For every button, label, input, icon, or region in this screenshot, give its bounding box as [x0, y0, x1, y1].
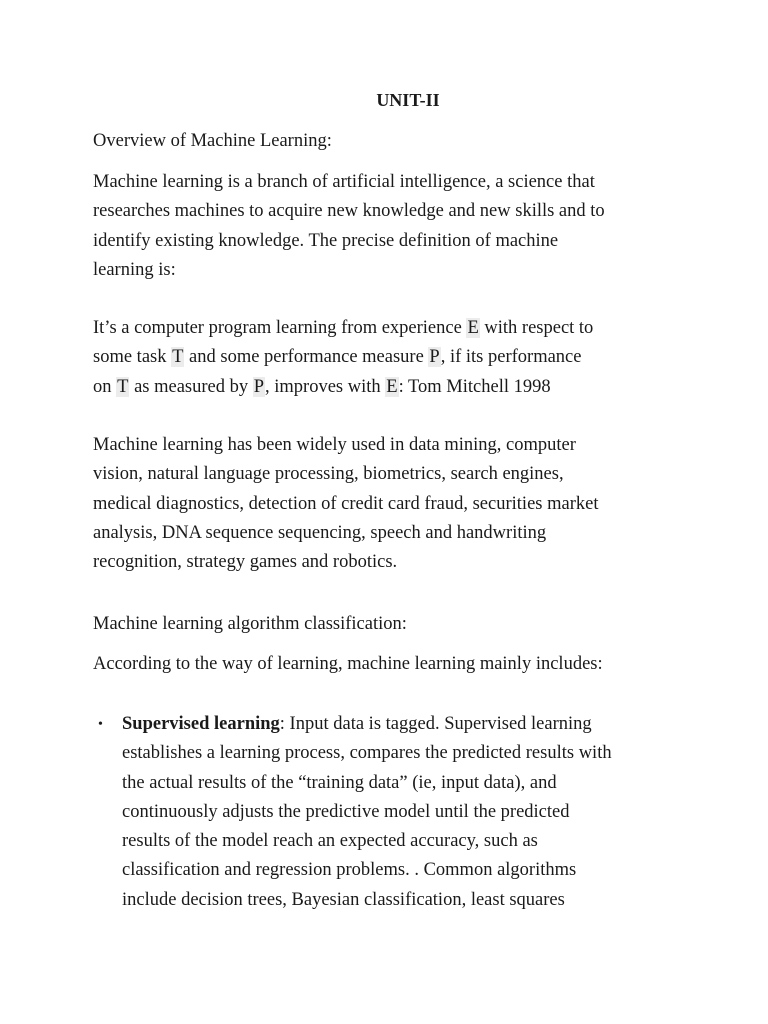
bullet-line: establishes a learning process, compares the predicted results with	[122, 743, 612, 764]
definition-text: , if its performance	[440, 347, 582, 368]
overview-heading-text: Overview of Machine Learning:	[93, 131, 332, 151]
unit-title: UNIT-II	[376, 90, 440, 110]
intro-line: researches machines to acquire new knowledge and new skills and to	[93, 201, 605, 222]
symbol-experience: E	[467, 318, 479, 338]
symbol-task: T	[172, 347, 184, 368]
definition-text: on	[93, 376, 117, 397]
bullet-text	[122, 710, 612, 915]
bullet-line: continuously adjusts the predictive model until the predicted	[122, 801, 570, 822]
classification-heading-text: Machine learning algorithm classification:	[93, 614, 407, 634]
usage-line: analysis, DNA sequence sequencing, speech and handwriting	[93, 522, 547, 543]
classification-intro-text: According to the way of learning, machine learning mainly includes:	[93, 654, 603, 674]
intro-line: identify existing knowledge. The precise definition of machine	[93, 230, 559, 251]
definition-text: , improves with	[265, 376, 386, 397]
classification-heading	[93, 610, 683, 639]
usage-line: Machine learning has been widely used in data mining, computer	[93, 435, 576, 455]
definition-text: with respect to	[479, 318, 594, 338]
definition-line-3	[93, 373, 683, 402]
bullet-line: the actual results of the “training data” (ie, input data), and	[122, 772, 557, 793]
intro-paragraph	[93, 168, 683, 285]
symbol-experience: E	[386, 376, 398, 397]
bullet-first-line-rest: : Input data is tagged. Supervised learning	[279, 714, 592, 734]
definition-text: : Tom Mitchell 1998	[398, 376, 551, 397]
intro-line: Machine learning is a branch of artificial intelligence, a science that	[93, 172, 595, 192]
bullet-term: Supervised learning	[122, 714, 280, 734]
bullet-line: results of the model reach an expected accuracy, such as	[122, 831, 538, 852]
symbol-task: T	[117, 376, 129, 397]
symbol-performance: P	[429, 347, 440, 368]
usage-line: vision, natural language processing, biometrics, search engines,	[93, 464, 564, 485]
symbol-performance: P	[253, 376, 265, 397]
definition-line-2	[93, 343, 683, 372]
overview-heading	[93, 127, 683, 156]
bullet-line: classification and regression problems. . Common algorithms	[122, 860, 577, 881]
classification-intro	[93, 650, 683, 679]
definition-text: and some performance measure	[184, 347, 429, 368]
definition-paragraph	[93, 314, 683, 402]
usage-line: medical diagnostics, detection of credit card fraud, securities market	[93, 493, 599, 514]
bullet-line: include decision trees, Bayesian classification, least squares	[122, 889, 565, 910]
usage-line: recognition, strategy games and robotics.	[93, 552, 398, 573]
definition-text: some task	[93, 347, 172, 368]
bullet-marker: •	[98, 717, 103, 732]
definition-text: as measured by	[129, 376, 253, 397]
usage-paragraph	[93, 431, 683, 577]
definition-line-1	[93, 314, 683, 343]
intro-line: learning is:	[93, 259, 176, 280]
definition-text: It’s a computer program learning from experience	[93, 318, 467, 338]
bullet-first-line	[122, 710, 612, 739]
